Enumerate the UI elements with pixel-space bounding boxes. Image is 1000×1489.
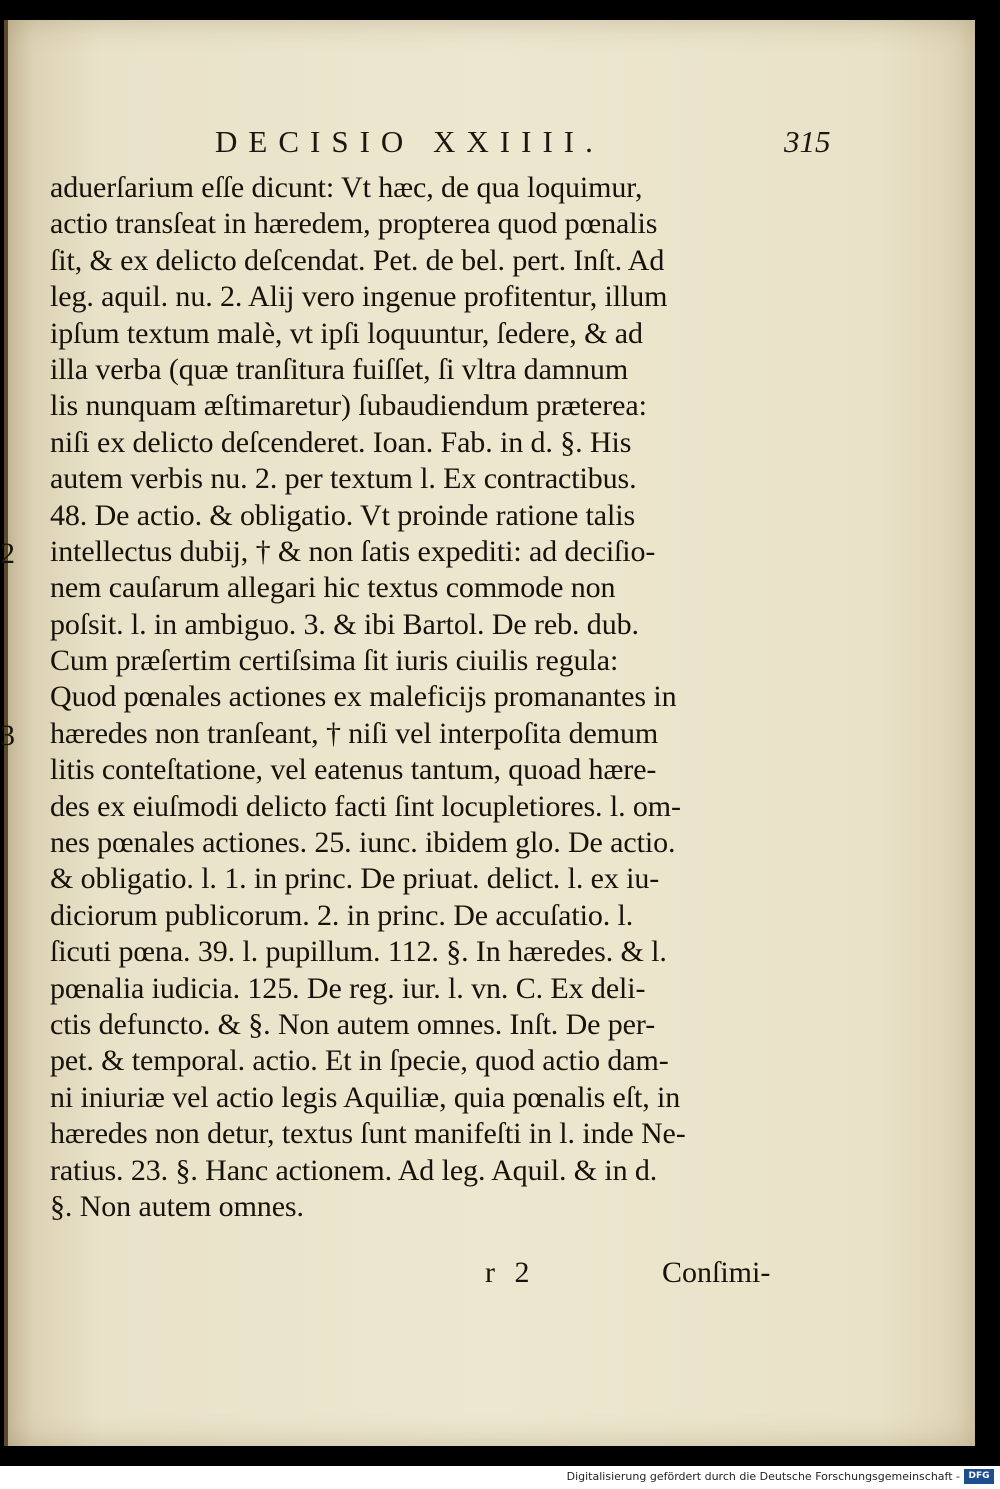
text-line: hæredes non tranſeant, † niſi vel interpoſita demum [50,716,659,750]
text-line: ipſum textum malè, vt ipſi loquuntur, ſedere, & ad [50,316,643,350]
margin-number: 3 [0,719,15,752]
text-line: pœnalia iudicia. 125. De reg. iur. l. vn. C. Ex deli- [50,971,646,1005]
credit-bar [0,1466,1000,1489]
text-line: intellectus dubij, † & non ſatis expediti: ad deciſio- [50,534,656,568]
credit-text: Digitalisierung gefördert durch die Deutsche Forschungsgemeinschaft - [566,1470,960,1483]
text-line: litis conteſtatione, vel eatenus tantum, quoad hære- [50,753,657,787]
text-line: autem verbis nu. 2. per textum l. Ex contractibus. [50,462,637,496]
text-line: nem cauſarum allegari hic textus commode non [50,571,616,605]
text-line: pet. & temporal. actio. Et in ſpecie, quod actio dam- [50,1044,669,1078]
text-line: & obligatio. l. 1. in princ. De priuat. delict. l. ex iu- [50,862,660,896]
text-line: ni iniuriæ vel actio legis Aquiliæ, quia pœnalis eſt, in [50,1080,681,1114]
margin-number: 2 [0,537,15,570]
text-line: diciorum publicorum. 2. in princ. De accuſatio. l. [50,898,634,932]
text-line: leg. aquil. nu. 2. Alij vero ingenue profitentur, illum [50,280,668,314]
text-line: lis nunquam æſtimaretur) ſubaudiendum præterea: [50,389,647,423]
text-line: aduerſarium eſſe dicunt: Vt hæc, de qua loquimur, [50,171,643,204]
text-line: hæredes non detur, textus ſunt manifeſti in l. inde Ne- [50,1117,686,1151]
text-line: Quod pœnales actiones ex maleficijs promanantes in [50,680,677,714]
text-line: nes pœnales actiones. 25. iunc. ibidem glo. De actio. [50,826,676,860]
catchword: Conſimi- [662,1256,771,1289]
running-title: DECISIO XXIIII. [215,124,604,159]
dfg-logo-icon: DFG [964,1469,994,1484]
text-line: Cum præſertim certiſsima ſit iuris ciuilis regula: [50,644,619,678]
text-line: §. Non autem omnes. [50,1189,304,1223]
text-line: niſi ex delicto deſcenderet. Ioan. Fab. in d. §. His [50,425,632,459]
text-line: ratius. 23. §. Hanc actionem. Ad leg. Aquil. & in d. [50,1153,658,1187]
signature-mark: r 2 [485,1256,536,1289]
text-line: ſicuti pœna. 39. l. pupillum. 112. §. In hæredes. & l. [50,935,667,969]
text-line: ctis defuncto. & §. Non autem omnes. Inſt. De per- [50,1007,656,1041]
text-line: poſsit. l. in ambiguo. 3. & ibi Bartol. De reb. dub. [50,607,639,641]
text-line: 48. De actio. & obligatio. Vt proinde ratione talis [50,498,636,532]
body-text [50,170,820,1225]
folio-number: 315 [784,124,831,159]
text-line: ſit, & ex delicto deſcendat. Pet. de bel. pert. Inſt. Ad [50,243,665,277]
text-line: illa verba (quæ tranſitura fuiſſet, ſi vltra damnum [50,352,629,386]
text-line: des ex eiuſmodi delicto facti ſint locupletiores. l. om- [50,789,681,823]
text-line: actio transſeat in hæredem, propterea quod pœnalis [50,207,658,241]
